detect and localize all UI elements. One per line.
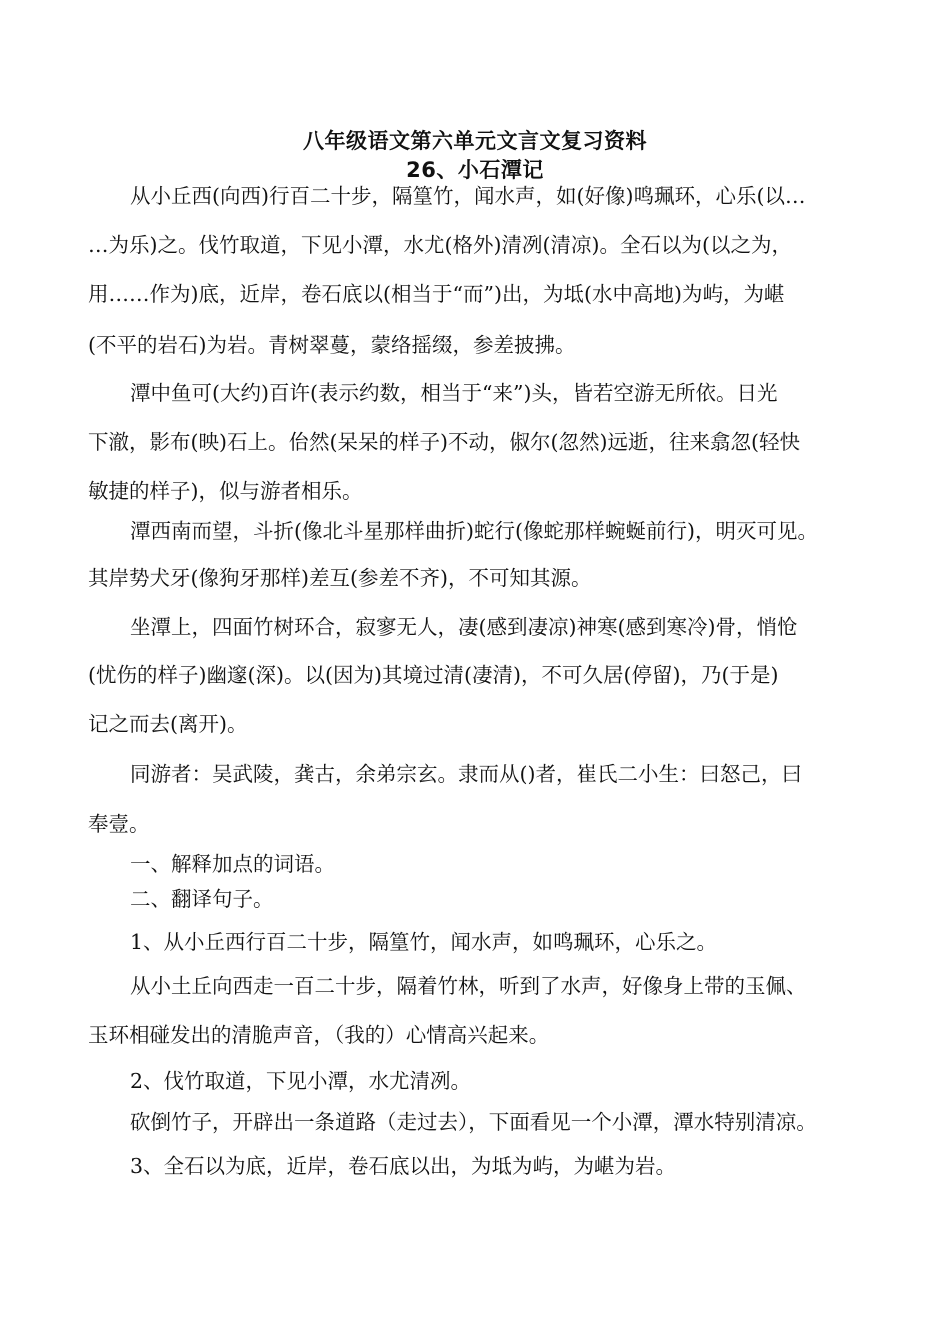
- text-line: 从小土丘向西走一百二十步，隔着竹林，听到了水声，好像身上带的玉佩、: [130, 974, 807, 998]
- text-line: 坐潭上，四面竹树环合，寂寥无人，凄(感到凄凉)神寒(感到寒冷)骨，悄怆: [130, 615, 798, 639]
- text-line: 1、从小丘西行百二十步，隔篁竹，闻水声，如鸣珮环，心乐之。: [130, 930, 718, 954]
- text-line: 奉壹。: [88, 812, 150, 836]
- page-title: 八年级语文第六单元文言文复习资料: [303, 129, 647, 153]
- text-line: (忧伤的样子)幽邃(深)。以(因为)其境过清(凄清)，不可久居(停留)，乃(于是): [88, 663, 779, 687]
- text-line: …为乐)之。伐竹取道，下见小潭，水尤(格外)清冽(清凉)。全石以为(以之为，: [88, 233, 792, 257]
- text-line: 同游者：吴武陵，龚古，余弟宗玄。隶而从()者，崔氏二小生：曰怒己，曰: [130, 762, 802, 786]
- text-line: 记之而去(离开)。: [88, 712, 248, 736]
- text-line: 二、翻译句子。: [130, 887, 274, 911]
- text-line: 一、解释加点的词语。: [130, 852, 335, 876]
- text-line: 下澈，影布(映)石上。佁然(呆呆的样子)不动，俶尔(忽然)远逝，往来翕忽(轻快: [88, 430, 800, 454]
- text-line: 从小丘西(向西)行百二十步，隔篁竹，闻水声，如(好像)鸣珮环，心乐(以…: [130, 184, 806, 208]
- text-line: 用……作为)底，近岸，卷石底以(相当于“而”)出，为坻(水中高地)为屿，为嵁: [88, 282, 785, 306]
- section-title: 26、小石潭记: [406, 158, 544, 182]
- text-line: 潭西南而望，斗折(像北斗星那样曲折)蛇行(像蛇那样蜿蜒前行)，明灭可见。: [130, 519, 818, 543]
- text-line: 3、全石以为底，近岸，卷石底以出，为坻为屿，为嵁为岩。: [130, 1154, 677, 1178]
- text-line: (不平的岩石)为岩。青树翠蔓，蒙络摇缀，参差披拂。: [88, 333, 576, 357]
- text-line: 潭中鱼可(大约)百许(表示约数，相当于“来”)头，皆若空游无所依。日光: [130, 381, 778, 405]
- text-line: 敏捷的样子)，似与游者相乐。: [88, 479, 363, 503]
- text-line: 玉环相碰发出的清脆声音，（我的）心情高兴起来。: [88, 1023, 550, 1047]
- text-line: 2、伐竹取道，下见小潭，水尤清冽。: [130, 1069, 472, 1093]
- text-line: 其岸势犬牙(像狗牙那样)差互(参差不齐)，不可知其源。: [88, 566, 592, 590]
- text-line: 砍倒竹子，开辟出一条道路（走过去），下面看见一个小潭，潭水特别清凉。: [130, 1110, 817, 1134]
